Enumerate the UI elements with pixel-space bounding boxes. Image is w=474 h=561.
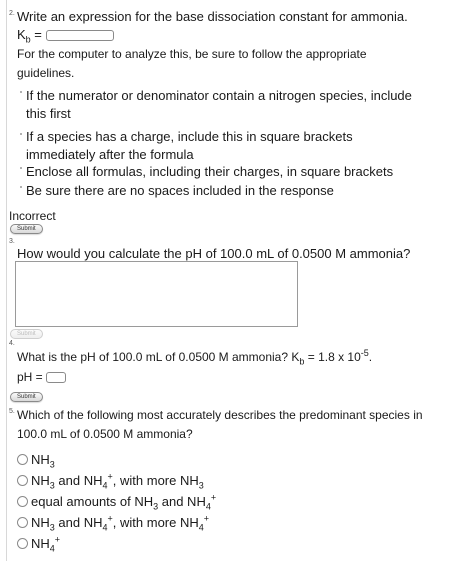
question-prompt: Write an expression for the base dissociation constant for ammonia. bbox=[17, 9, 408, 24]
radio-button[interactable] bbox=[17, 475, 28, 486]
submit-button[interactable]: Submit bbox=[10, 329, 43, 339]
bullet-icon bbox=[20, 167, 22, 169]
question-prompt-line-1: Which of the following most accurately describes the predominant species in bbox=[17, 408, 423, 422]
question-3 bbox=[0, 236, 474, 340]
instructions-line-1: For the computer to analyze this, be sure to follow the appropriate bbox=[17, 47, 367, 61]
guideline-4: Be sure there are no spaces included in the response bbox=[26, 183, 334, 198]
radio-button[interactable] bbox=[17, 538, 28, 549]
submit-button[interactable]: Submit bbox=[10, 224, 43, 234]
radio-button[interactable] bbox=[17, 454, 28, 465]
instructions-line-2: guidelines. bbox=[17, 66, 75, 80]
question-prompt: What is the pH of 100.0 mL of 0.0500 M ammonia? $K_b = 1.8$ x $10^{-5}$. bbox=[17, 348, 373, 367]
ph-answer-input[interactable] bbox=[46, 372, 66, 383]
submit-button[interactable]: Submit bbox=[10, 392, 43, 402]
question-prompt-line-2: 100.0 mL of 0.0500 M ammonia? bbox=[17, 427, 193, 441]
question-2 bbox=[0, 0, 474, 240]
kb-answer-input[interactable] bbox=[46, 30, 114, 41]
question-number: 2. bbox=[9, 10, 15, 17]
explanation-textarea[interactable] bbox=[15, 261, 298, 327]
guideline-2-line-1: If a species has a charge, include this in square brackets bbox=[26, 129, 353, 144]
question-number: 3. bbox=[9, 238, 15, 245]
bullet-icon bbox=[20, 91, 22, 93]
question-prompt: How would you calculate the pH of 100.0 mL of 0.0500 M ammonia? bbox=[17, 246, 411, 261]
guideline-3: Enclose all formulas, including their charges, in square brackets bbox=[26, 164, 394, 179]
kb-label: $K_b$ = bbox=[17, 27, 42, 45]
radio-button[interactable] bbox=[17, 517, 28, 528]
question-number: 5. bbox=[9, 408, 15, 415]
guideline-1-line-1: If the numerator or denominator contain a nitrogen species, include bbox=[26, 88, 412, 103]
status-incorrect: Incorrect bbox=[9, 209, 56, 223]
guideline-2-line-2: immediately after the formula bbox=[26, 147, 194, 162]
radio-button[interactable] bbox=[17, 496, 28, 507]
question-4 bbox=[0, 337, 474, 403]
ph-row bbox=[17, 369, 66, 386]
question-5 bbox=[0, 403, 474, 561]
option-label: $NH_3$ bbox=[31, 452, 55, 470]
option-label: $NH_3$ and $NH_4^+$, with more $NH_3$ bbox=[31, 471, 204, 491]
question-number: 4. bbox=[9, 340, 15, 347]
ph-label: pH = bbox=[17, 370, 43, 384]
guideline-1-line-2: this first bbox=[26, 106, 71, 121]
bullet-icon bbox=[20, 186, 22, 188]
option-label: $NH_3$ and $NH_4^+$, with more $NH_4^+$ bbox=[31, 513, 210, 533]
bullet-icon bbox=[20, 133, 22, 135]
option-label: $NH_4^+$ bbox=[31, 534, 61, 554]
kb-row bbox=[17, 26, 114, 44]
instructions bbox=[17, 46, 467, 82]
option-label: equal amounts of $NH_3$ and $NH_4^+$ bbox=[31, 492, 217, 512]
